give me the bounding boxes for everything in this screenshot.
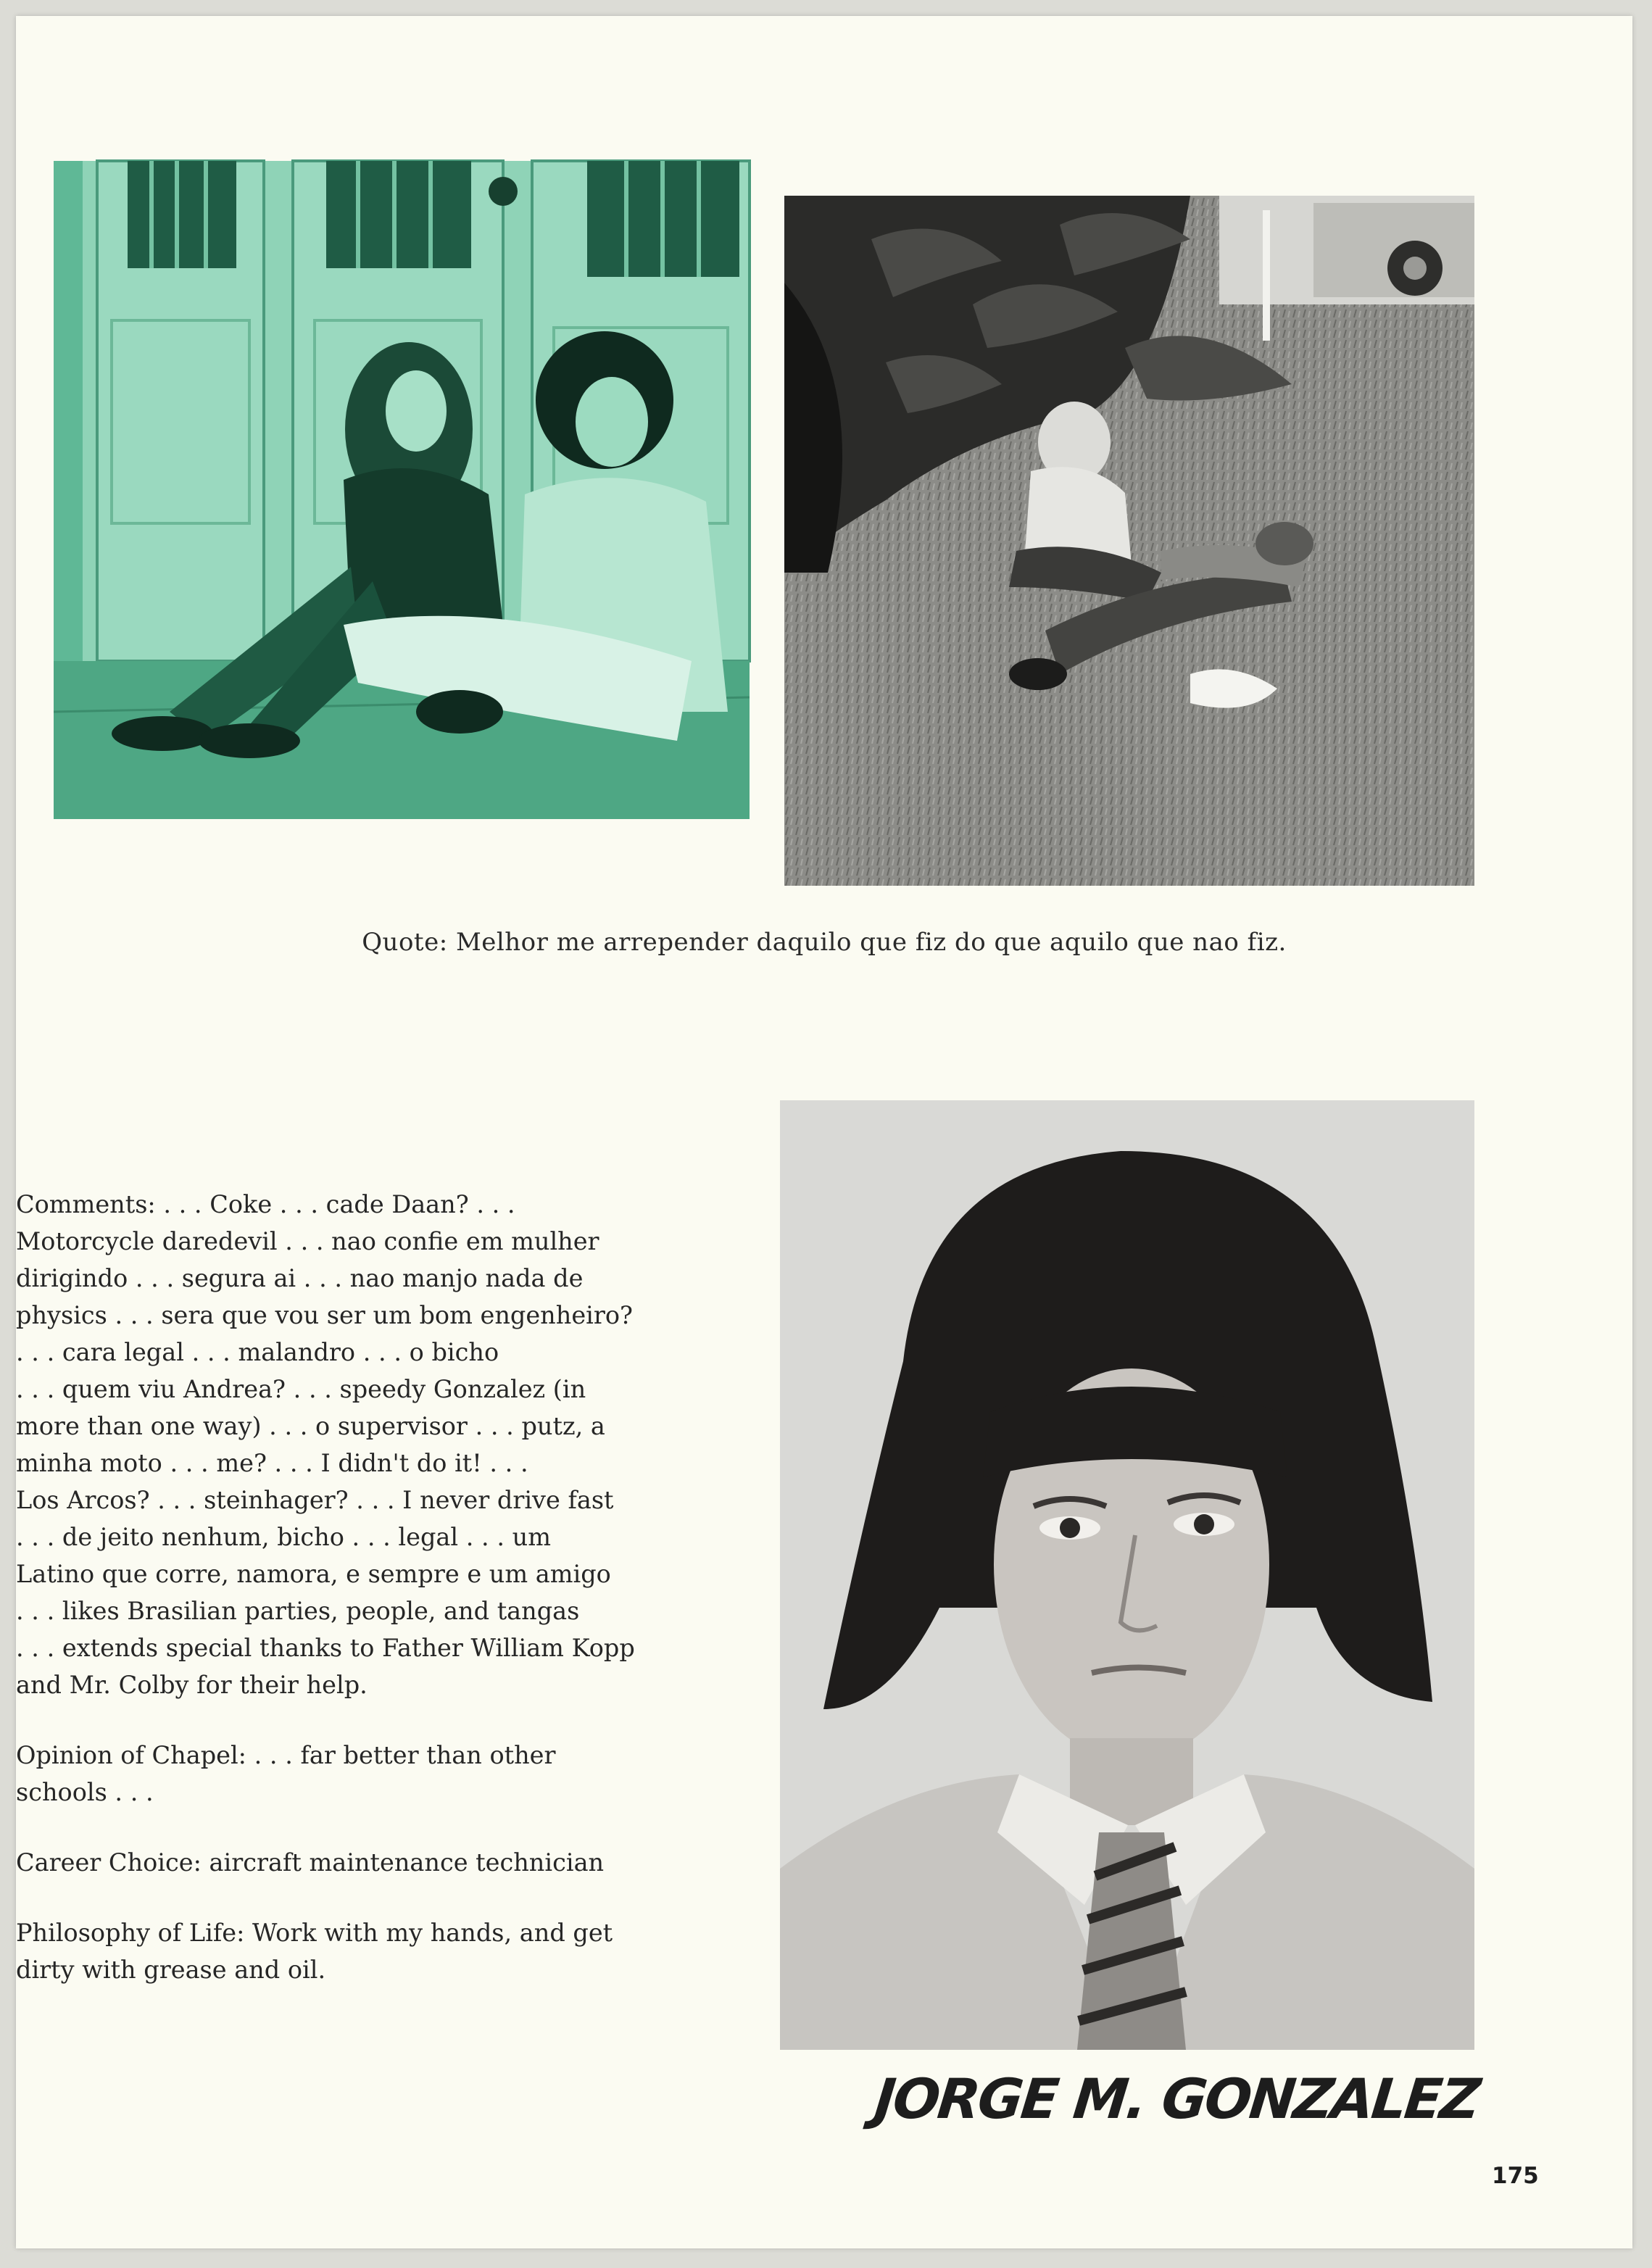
comments-text: Comments: . . . Coke . . . cade Daan? . . . Motorcycle daredevil . . . nao confie em mulher dirigindo . . . segura ai . . . nao manjo nada de physics . . . sera que vou ser um bom engenheiro? . . . cara legal . . . malandro . . . o bicho . . . quem viu Andrea? . . . speedy Gonzalez (in more than one way) . . . o supervisor . . . putz, a minha moto . . . me? . . . I didn't do it! . . . Los Arcos? . . . steinhager? . . . I never drive fast . . . de jeito nenhum, bicho . . . legal . . . um Latino que corre, namora, e sempre e um amigo . . . likes Brasilian parties, people, and tangas . . . extends special thanks to Father William Kopp and Mr. Colby for their help.: [16, 1190, 635, 1699]
philosophy-text: Philosophy of Life: Work with my hands, and get dirty with grease and oil.: [16, 1919, 613, 1984]
quote-text: Quote: Melhor me arrepender daquilo que fiz do que aquilo que nao fiz.: [362, 928, 1287, 957]
photo-students-by-door: [54, 161, 750, 819]
chapel-opinion-text: Opinion of Chapel: . . . far better than other schools . . .: [16, 1741, 556, 1806]
page-number: 175: [1492, 2163, 1539, 2189]
svg-text:JORGE M. GONZALEZ: JORGE M. GONZALEZ: [871, 2066, 1482, 2131]
career-choice-text: Career Choice: aircraft maintenance technician: [16, 1848, 605, 1877]
signature-name: [871, 2051, 1482, 2141]
photo-students-on-lawn: [784, 196, 1474, 886]
senior-bio: [16, 1186, 726, 1988]
senior-portrait-photo: [780, 1100, 1474, 2050]
yearbook-page: [16, 16, 1632, 2248]
